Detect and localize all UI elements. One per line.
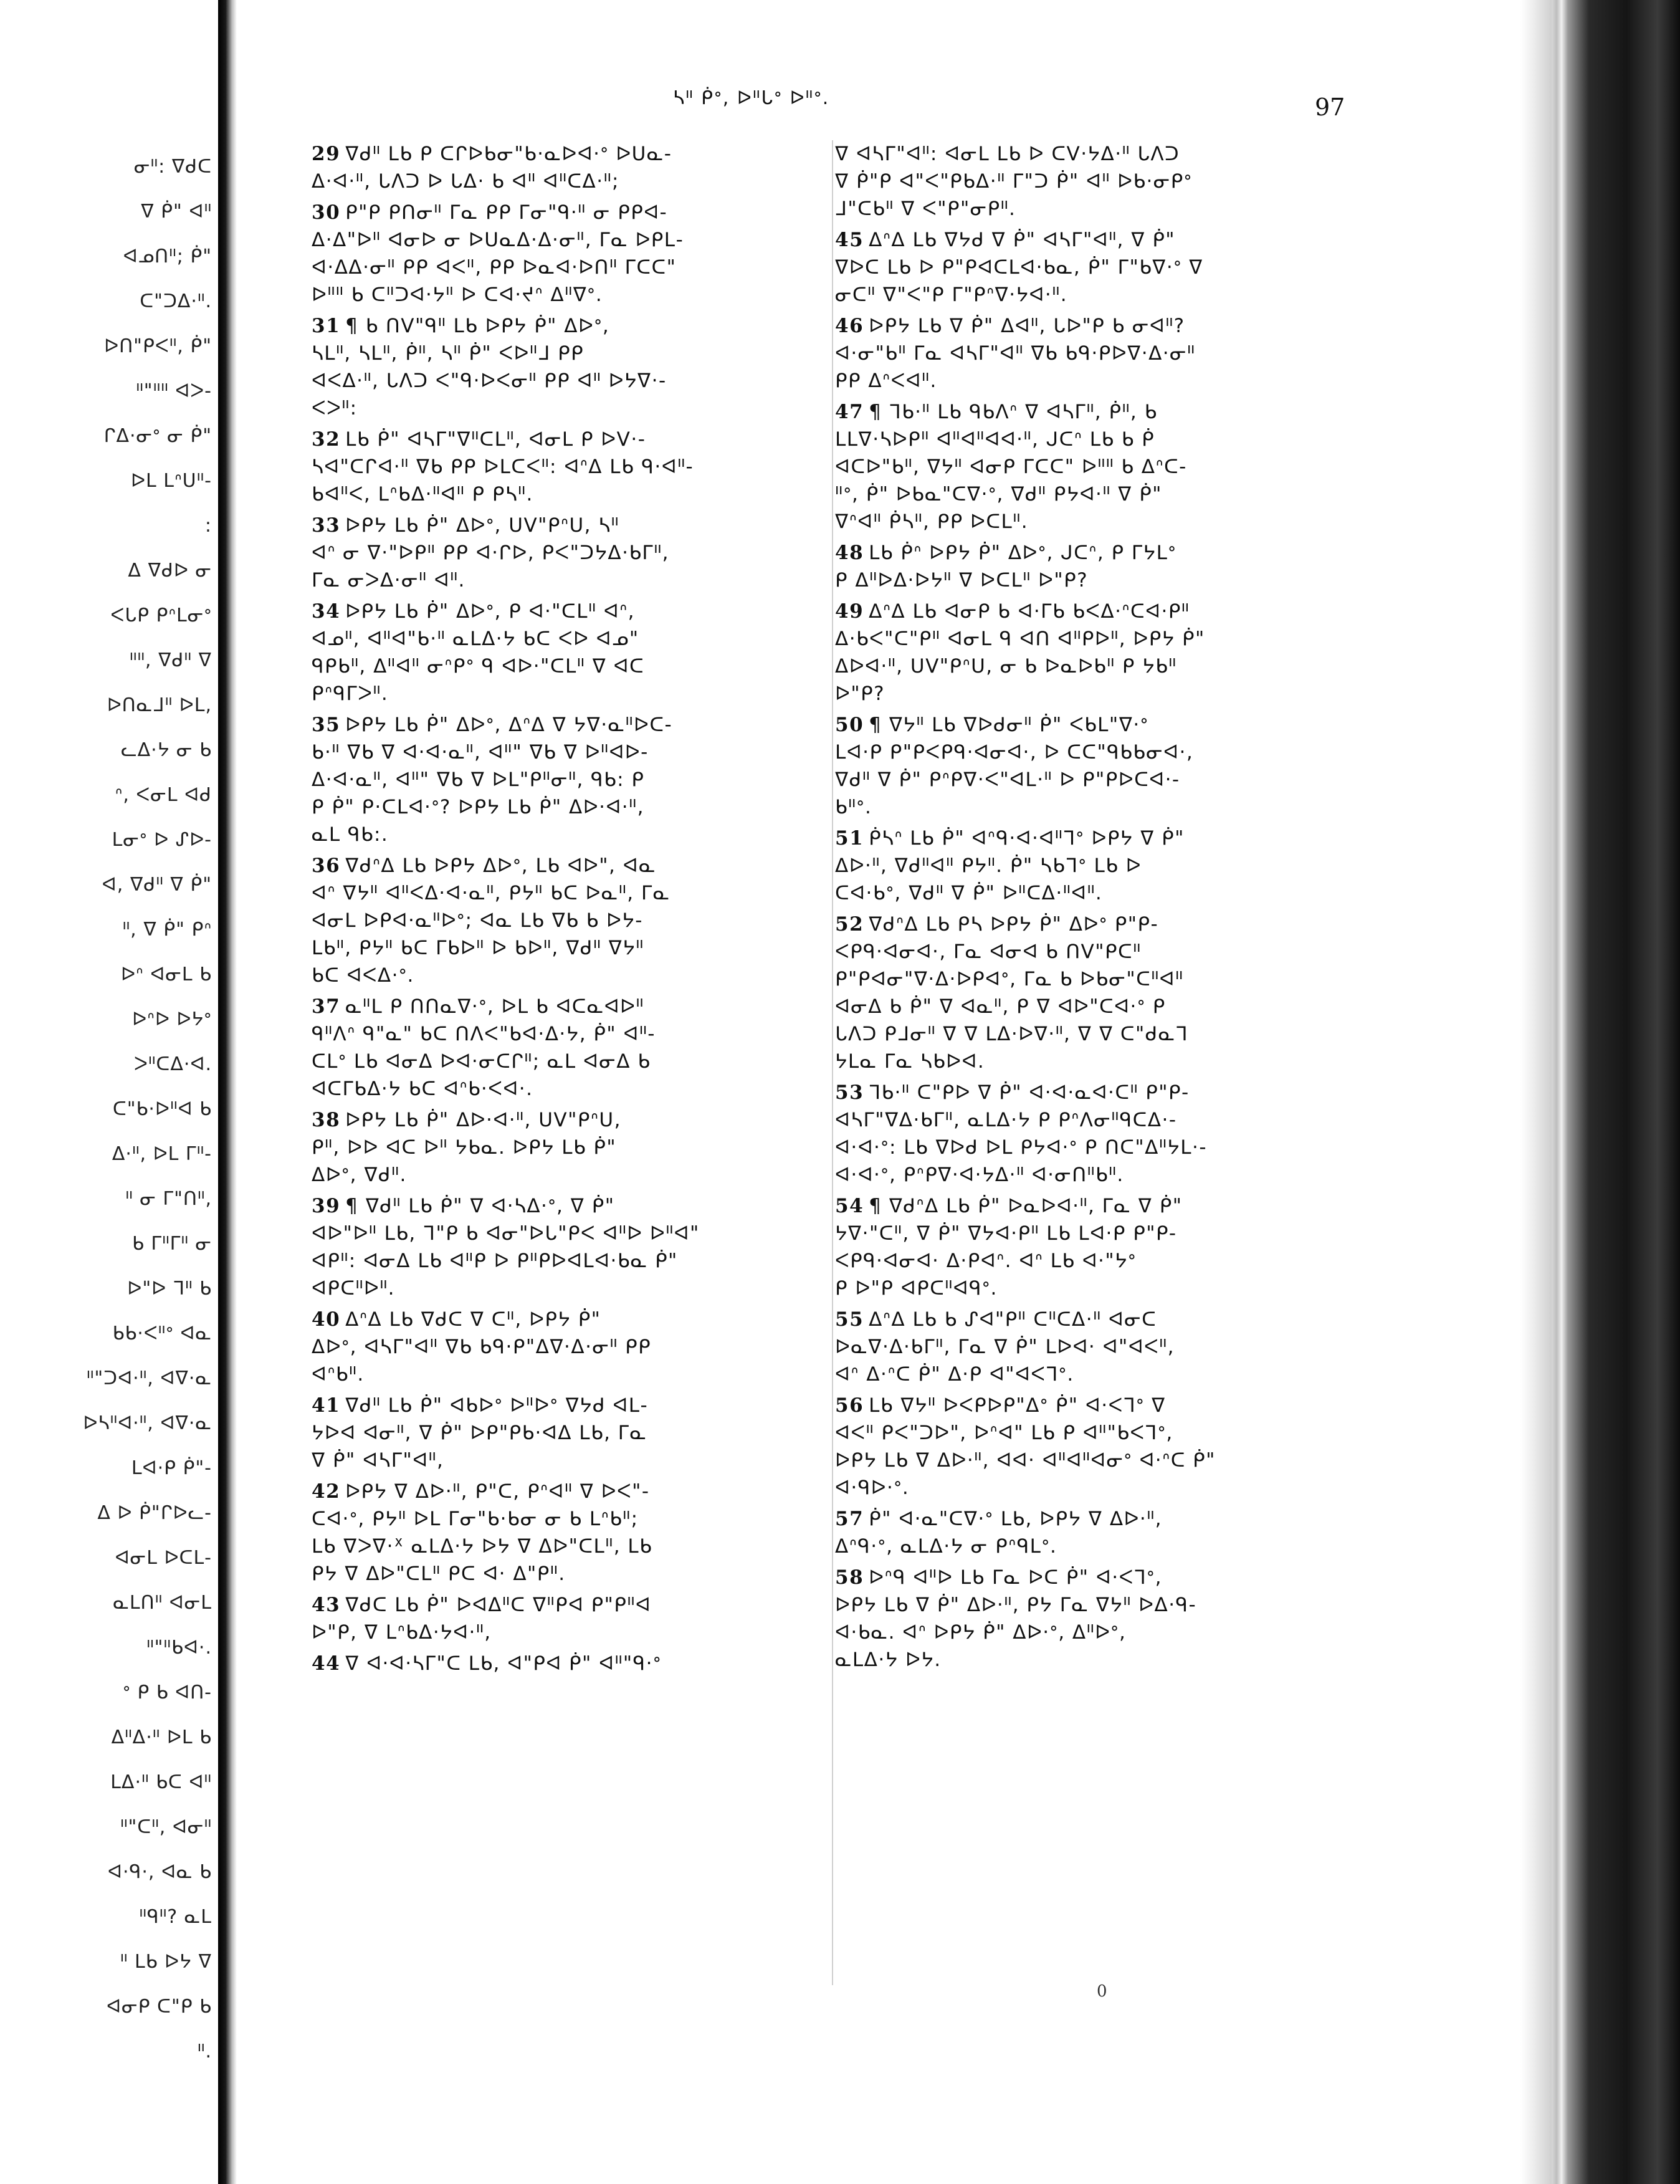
right-column: [835, 140, 1334, 1677]
verse: [835, 1505, 1334, 1560]
verse-text: ᐅᐢᑫ ᐊᐦᐅ ᒪᑲ ᒥᓇ ᐅᑕ ᑮ" ᐊ·ᐸᒣᐤ, ᐅᑭᔭ ᒪᑲ ᐁ ᑮ" ᐃᐅ·ᐦ, ᑭᔭ ᒥᓇ ᐁᔭᐦ ᐅᐃ·ᑫ- ᐊ·ᑲᓇ. ᐊᐢ ᐅᑭᔭ ᑮ" ᐃᐅ·ᐤ, ᐃᐦᐅᐤ, ᓇᒪᐃ·ᔭ ᐅᔭ.: [835, 1566, 1197, 1671]
verse-text: ᒪᑲ ᑮᐢ ᐅᑭᔭ ᑮ" ᐃᐅᐤ, ᒍᑕᐢ, ᑭ ᒥᔭᒪᐤ ᑭ ᐃᐦᐅᐃ·ᐅᔭᐦ ᐁ ᐅᑕᒪᐦ ᐅ"ᑭ?: [835, 542, 1176, 592]
left-page-line: ᐦ"ᐦᐦ ᐊᐳ-: [136, 380, 212, 402]
verse-text: ᓇᐦᒪ ᑭ ᑎᑎᓇᐁ·ᐤ, ᐅᒪ ᑲ ᐊᑕᓇᐊᐅᐦ ᑫᐦᐱᐢ ᑫ"ᓇ" ᑲᑕ ᑎᐱᐸ"ᑲᐊ·ᐃ·ᔭ, ᑮ" ᐊᐦ- ᑕᒪᐤ ᒪᑲ ᐊᓂᐃ ᐅᐊ·ᓂᑕᒋᐦ; ᓇᒪ ᐊᓂᐃ ᑲ ᐊᑕᒥᑲᐃ·ᔭ ᑲᑕ ᐊᐢᑲ·ᐸᐊ·.: [312, 995, 656, 1100]
verse: [312, 199, 810, 309]
page-number: 97: [1315, 93, 1345, 121]
page-edge: [1520, 0, 1552, 2184]
left-page-line: ᐊᓂᑭ ᑕ"ᑭ ᑲ: [107, 1996, 212, 2018]
verse-number: 39: [312, 1195, 341, 1217]
verse: [835, 911, 1334, 1075]
verse-text: ᐅᑭᔭ ᐁ ᐃᐅ·ᐦ, ᑭ"ᑕ, ᑭᐢᐊᐦ ᐁ ᐅᐸ"- ᑕᐊ·ᐤ, ᑭᔭᐦ ᐅᒪ ᒥᓂ"ᑲ·ᑲᓂ ᓂ ᑲ ᒪᐢᑲᐦ; ᒪᑲ ᐁᐳᐁ·ᕽ ᓇᒪᐃ·ᔭ ᐅᔭ ᐁ ᐃᐅ"ᑕᒪᐦ, ᒪᑲ ᑭᔭ ᐁ ᐃᐅ"ᑕᒪᐦ ᑭᑕ ᐊ· ᐃ"ᑭᐦ.: [312, 1480, 653, 1585]
verse-number: 29: [312, 143, 341, 165]
verse-text: ¶ ᐁᑯᐢᐃ ᒪᑲ ᑮ" ᐅᓇᐅᐊ·ᐦ, ᒥᓇ ᐁ ᑮ" ᔭᐁ·"ᑕᐦ, ᐁ ᑮ" ᐁᔭᐊ·ᑭᐦ ᒪᑲ ᒪᐊ·ᑭ ᑭ"ᑭ- ᐸᑭᑫ·ᐊᓂᐊ· ᐃ·ᑭᐊᐢ. ᐊᐢ ᒪᑲ ᐊ·"ᔭᐤ ᑭ ᐅ"ᑭ ᐊᑭᑕᐦᐊᑫᐤ.: [835, 1195, 1183, 1300]
verse-number: 38: [312, 1109, 341, 1131]
left-page-line: ᒋᐃ·ᓂᐤ ᓂ ᑮ": [103, 425, 212, 447]
verse-text: ᑭ"ᑭ ᑭᑎᓂᐦ ᒥᓇ ᑭᑭ ᒥᓂ"ᑫ·ᐦ ᓂ ᑭᑭᐊ- ᐃ·ᐃ"ᐅᐦ ᐊᓂᐅ ᓂ ᐅᑌᓇᐃ·ᐃ·ᓂᐦ, ᒥᓇ ᐅᑭᒪ- ᐊ·ᐃᐃ·ᓂᐦ ᑭᑭ ᐊᐸᐦ, ᑭᑭ ᐅᓇᐊ·ᐅᑎᐦ ᒥᑕᑕ" ᐅᐦᐦ ᑲ ᑕᐦᑐᐊ·ᔭᐦ ᐅ ᑕᐊ·ᔪᐢ ᐃᐦᐁᐤ.: [312, 201, 684, 306]
verse-number: 51: [835, 827, 864, 850]
left-page-line: ᑲᑲ·ᐸᐦᐤ ᐊᓇ: [112, 1323, 212, 1344]
left-page-line: ᒪᓂᐤ ᐅ ᔑᐅ-: [112, 829, 212, 851]
verse: [312, 426, 810, 508]
left-page-line: ᒪᐃ·ᐦ ᑲᑕ ᐊᐦ: [110, 1771, 212, 1793]
verse-text: ᒣᑲ·ᐦ ᑕ"ᑭᐅ ᐁ ᑮ" ᐊ·ᐊ·ᓇᐊ·ᑕᐦ ᑭ"ᑭ- ᐊᓴᒥ"ᐁᐃ·ᑲᒥᐦ, ᓇᒪᐃ·ᔭ ᑭ ᑭᐢᐱᓂᐦᑫᑕᐃ·- ᐊ·ᐊ·ᐤ: ᒪᑲ ᐁᐅᑯ ᐅᒪ ᑭᔭᐊ·ᐤ ᑭ ᑎᑕ"ᐃᐦᔭᒪ·- ᐊ·ᐊ·ᐤ, ᑭᐢᑭᐁ·ᐊ·ᔭᐃ·ᐦ ᐊ·ᓂᑎᐦᑲᐦ.: [835, 1081, 1208, 1186]
verse: [835, 825, 1334, 907]
left-column: [312, 140, 810, 1681]
left-page-line: ᐃ ᐁᑯᐅ ᓂ: [128, 560, 212, 582]
verse: [312, 711, 810, 848]
verse: [835, 711, 1334, 821]
left-page-line: ᐦᐦ, ᐁᑯᐦ ᐁ: [129, 649, 212, 671]
left-page-line: ᐳᐦᑕᐃ·ᐊ.: [134, 1053, 212, 1075]
verse-number: 42: [312, 1480, 341, 1503]
left-page-line: ᐦ"ᑐᐊ·ᐦ, ᐊᐁ·ᓇ: [86, 1367, 212, 1389]
verse: [312, 1106, 810, 1189]
left-page-line: ᐅᓴᐦᐊ·ᐦ, ᐊᐁ·ᓇ: [83, 1412, 212, 1434]
verse-text: ¶ ᐁᔭᐦ ᒪᑲ ᐁᐅᑯᓂᐦ ᑮ" ᐸᑲᒪ"ᐁ·ᐤ ᒪᐊ·ᑭ ᑭ"ᑭᐸᑭᑫ·ᐊᓂᐊ·, ᐅ ᑕᑕ"ᑫᑲᑲᓂᐊ·, ᐁᑯᐦ ᐁ ᑮ" ᑭᐢᑭᐁ·ᐸ"ᐊᒪ·ᐦ ᐅ ᑭ"ᑭᐅᑕᐊ·- ᑲᐦᐤ.: [835, 714, 1194, 818]
verse-text: ᐁ ᐊᓴᒥ"ᐊᐦ: ᐊᓂᒪ ᒪᑲ ᐅ ᑕᐯ·ᔭᐃ·ᐦ ᒐᐱᑐ ᐁ ᑮ"ᑭ ᐊ"ᐸ"ᑭᑲᐃ·ᐦ ᒥ"ᑐ ᑮ" ᐊᐦ ᐅᑲ·ᓂᑭᐤ ᒧ"ᑕᑲᐦ ᐁ ᐸ"ᑭ"ᓂᑭᐦ.: [835, 143, 1193, 220]
left-page-line: ᐁ ᑮ" ᐊᐦ: [141, 201, 212, 223]
verse-number: 54: [835, 1195, 864, 1217]
left-page-line: ᐅᐢᐅ ᐅᔭᐤ: [132, 1008, 212, 1030]
verse-number: 58: [835, 1566, 864, 1589]
verse: [835, 398, 1334, 535]
verse-text: ᐁᑯᐦ ᒪᑲ ᑭ ᑕᒋᐅᑲᓂ"ᑲ·ᓇᐅᐊ·ᐤ ᐅᑌᓇ- ᐃ·ᐊ·ᐦ, ᒐᐱᑐ ᐅ ᒐᐃ· ᑲ ᐊᐦ ᐊᐦᑕᐃ·ᐦ;: [312, 143, 672, 193]
verse-number: 37: [312, 995, 341, 1018]
left-page-line: ᐃᐦᐃ·ᐦ ᐅᒪ ᑲ: [111, 1727, 212, 1748]
verse: [312, 1192, 810, 1302]
verse: [312, 1392, 810, 1474]
verse: [312, 1650, 810, 1677]
verse-text: ᐃᐢᐃ ᒪᑲ ᐊᓂᑭ ᑲ ᐊ·ᒥᑲ ᑲᐸᐃ·ᐢᑕᐊ·ᑭᐦ ᐃ·ᑲᐸ"ᑕ"ᑭᐦ ᐊᓂᒪ ᑫ ᐊᑎ ᐊᐦᑭᐅᐦ, ᐅᑭᔭ ᑮ" ᐃᐅᐊ·ᐦ, ᑌᐯ"ᑭᐢᑌ, ᓂ ᑲ ᐅᓇᐅᑲᐦ ᑭ ᔭᑲᐦ ᐅ"ᑭ?: [835, 600, 1205, 705]
verse: [835, 1564, 1334, 1674]
verse-text: ᐃᐢᐃ ᒪᑲ ᐁᑯᑕ ᐁ ᑕᐦ, ᐅᑭᔭ ᑮ" ᐃᐅᐤ, ᐊᓴᒥ"ᐊᐦ ᐁᑲ ᑲᑫ·ᑭ"ᐃᐁ·ᐃ·ᓂᐦ ᑭᑭ ᐊᐢᑲᐦ.: [312, 1308, 652, 1386]
verse: [312, 993, 810, 1103]
verse-number: 52: [835, 913, 864, 936]
verse-text: ᐅᑭᔭ ᒪᑲ ᐁ ᑮ" ᐃᐊᐦ, ᒐᐅ"ᑭ ᑲ ᓂᐊᐦ? ᐊ·ᓂ"ᑲᐦ ᒥᓇ ᐊᓴᒥ"ᐊᐦ ᐁᑲ ᑲᑫ·ᑭᐅᐁ·ᐃ·ᓂᐦ ᑭᑭ ᐃᐢᐸᐊᐦ.: [835, 315, 1196, 392]
left-page-line: ᐸᒐᑭ ᑭᐢᒪᓂᐤ: [110, 605, 212, 626]
left-page-line: ᐦ"ᐦᑲᐊ·.: [146, 1637, 212, 1659]
verse-number: 53: [835, 1081, 864, 1104]
verse-text: ᐁᑯᐢᐃ ᒪᑲ ᐅᑭᔭ ᐃᐅᐤ, ᒪᑲ ᐊᐅ", ᐊᓇ ᐊᐢ ᐁᔭᐦ ᐊᐦᐸᐃ·ᐊ·ᓇᐦ, ᑭᔭᐦ ᑲᑕ ᐅᓇᐦ, ᒥᓇ ᐊᓂᒪ ᐅᑭᐊ·ᓇᐦᐅᐤ; ᐊᓇ ᒪᑲ ᐁᑲ ᑲ ᐅᔭ- ᒪᑲᐦ, ᑭᔭᐦ ᑲᑕ ᒥᑲᐅᐦ ᐅ ᑲᐅᐦ, ᐁᑯᐦ ᐁᔭᐦ ᑲᑕ ᐊᐸᐃ·ᐤ.: [312, 855, 671, 987]
left-page-line: ᐊ·ᑫ·, ᐊᓇ ᑲ: [107, 1861, 212, 1883]
verse: [312, 312, 810, 422]
verse-number: 56: [835, 1394, 864, 1417]
verse: [312, 1591, 810, 1646]
verse-text: ¶ ᒣᑲ·ᐦ ᒪᑲ ᑫᑲᐱᐢ ᐁ ᐊᓴᒥᐦ, ᑮᐦ, ᑲ ᒪᒪᐁ·ᓴᐅᑭᐦ ᐊᐦᐊᐦᐊᐊ·ᐦ, ᒍᑕᐢ ᒪᑲ ᑲ ᑮ ᐊᑕᐅ"ᑲᐦ, ᐁᔭᐦ ᐊᓂᑭ ᒥᑕᑕ" ᐅᐦᐦ ᑲ ᐃᐢᑕ- ᐦᐤ, ᑮ" ᐅᑲᓇ"ᑕᐁ·ᐤ, ᐁᑯᐦ ᑭᔭᐊ·ᐦ ᐁ ᑮ" ᐁᐢᐊᐦ ᑮᓴᐦ, ᑭᑭ ᐅᑕᒪᐦ.: [835, 401, 1187, 533]
verse-number: 47: [835, 401, 864, 423]
left-page-line: ᓂᐦ: ᐁᑯᑕ: [133, 156, 212, 178]
verse: [835, 539, 1334, 594]
verse-text: ᐁᑯᐢᐃ ᒪᑲ ᑭᓴ ᐅᑭᔭ ᑮ" ᐃᐅᐤ ᑭ"ᑭ- ᐸᑭᑫ·ᐊᓂᐊ·, ᒥᓇ ᐊᓂᐊ ᑲ ᑎᐯ"ᑭᑕᐦ ᑭ"ᑭᐊᓂ"ᐁ·ᐃ·ᐅᑭᐊᐤ, ᒥᓇ ᑲ ᐅᑲᓂ"ᑕᐦᐊᐦ ᐊᓂᐃ ᑲ ᑮ" ᐁ ᐊᓇᐦ, ᑭ ᐁ ᐊᐅ"ᑕᐊ·ᐤ ᑭ ᒐᐱᑐ ᑭᒧᓂᐦ ᐁ ᐁ ᒪᐃ·ᐅᐁ·ᐦ, ᐁ ᐁ ᑕ"ᑯᓇᒣ ᔭᒪᓇ ᒥᓇ ᓴᑲᐅᐊ.: [835, 913, 1189, 1073]
left-page-line: ᐤ ᑭ ᑲ ᐊᑎ-: [123, 1682, 212, 1703]
verse: [312, 1478, 810, 1588]
verse-number: 31: [312, 315, 341, 337]
verse-text: ᐁᑯᐦ ᒪᑲ ᑮ" ᐊᑲᐅᐤ ᐅᐦᐅᐤ ᐁᔭᑯ ᐊᒪ- ᔭᐅᐊ ᐊᓂᐦ, ᐁ ᑮ" ᐅᑭ"ᑭᑲ·ᐊᐃ ᒪᑲ, ᒥᓇ ᐁ ᑮ" ᐊᓴᒥ"ᐊᐦ,: [312, 1394, 649, 1472]
verse-text: ᐁ ᐊ·ᐊ·ᓴᒥ"ᑕ ᒪᑲ, ᐊ"ᑭᐊ ᑮ" ᐊᐦ"ᑫ·ᐤ: [345, 1652, 662, 1675]
verse-number: 34: [312, 600, 341, 623]
verse-text: ᒪᑲ ᑮ" ᐊᓴᒥ"ᐁᐦᑕᒪᐦ, ᐊᓂᒪ ᑭ ᐅᐯ·- ᓴᐊ"ᑕᒋᐊ·ᐦ ᐁᑲ ᑭᑭ ᐅᒪᑕᐸᐦ: ᐊᐢᐃ ᒪᑲ ᑫ·ᐊᐦ- ᑲᐊᐦᐸ, ᒪᐢᑲᐃ·ᐦᐊᐦ ᑭ ᑭᓴᐦ.: [312, 428, 694, 505]
left-page-line: ᐦ.: [197, 2041, 212, 2062]
left-page-line: ᐦ ᓂ ᒥ"ᑎᐦ,: [125, 1188, 212, 1210]
verse: [312, 598, 810, 707]
verse: [835, 1079, 1334, 1189]
left-page-line: ᑕ"ᑐᐃ·ᐦ.: [140, 290, 212, 312]
verse: [835, 226, 1334, 309]
book-gutter: [218, 0, 237, 2184]
verse: [835, 312, 1334, 395]
verse-number: 33: [312, 514, 341, 537]
verse-number: 41: [312, 1394, 341, 1417]
verse: [835, 598, 1334, 707]
left-page-line: ᐃ·ᐦ, ᐅᒪ ᒥᐦ-: [112, 1143, 212, 1165]
verse-number: 50: [835, 714, 864, 736]
verse-number: 45: [835, 229, 864, 251]
left-page-line: ᐅᒪ ᒪᐢᑌᐦ-: [130, 470, 212, 492]
verse-number: 30: [312, 201, 341, 224]
verse-number: 55: [835, 1308, 864, 1331]
verse-text: ¶ ᐁᑯᐦ ᒪᑲ ᑮ" ᐁ ᐊ·ᓴᐃ·ᐤ, ᐁ ᑮ" ᐊᐅ"ᐅᐦ ᒪᑲ, ᒣ"ᑭ ᑲ ᐊᓂ"ᐅᒐ"ᑭᐸ ᐊᐦᐅ ᐅᐦᐊ" ᐊᑭᐦ: ᐊᓂᐃ ᒪᑲ ᐊᐦᑭ ᐅ ᑭᐦᑭᐅᐊᒪᐊ·ᑲᓇ ᑮ" ᐊᑭᑕᐦᐅᐦ.: [312, 1195, 700, 1300]
verse-text: ᐅᑭᔭ ᒪᑲ ᑮ" ᐃᐅᐤ, ᑌᐯ"ᑭᐢᑌ, ᓴᐦ ᐊᐢ ᓂ ᐁ·"ᐅᑭᐦ ᑭᑭ ᐊ·ᒋᐅ, ᑭᐸ"ᑐᔭᐃ·ᑲᒥᐦ, ᒥᓇ ᓂᐳᐃ·ᓂᐦ ᐊᐦ.: [312, 514, 670, 592]
verse-text: ᐅᑭᔭ ᒪᑲ ᑮ" ᐃᐅ·ᐊ·ᐦ, ᑌᐯ"ᑭᐢᑌ, ᑭᐦ, ᐅᐅ ᐊᑕ ᐅᐦ ᔭᑲᓇ. ᐅᑭᔭ ᒪᑲ ᑮ" ᐃᐅᐤ, ᐁᑯᐦ.: [312, 1109, 621, 1186]
verse: [835, 1306, 1334, 1388]
left-page-line: ᐦᑫᐦ? ᓇᒪ: [139, 1906, 212, 1928]
verse-text: ᐁᑯᑕ ᒪᑲ ᑮ" ᐅᐊᐃᐦᑕ ᐁᐦᑭᐊ ᑭ"ᑭᐦᐊ ᐅ"ᑭ, ᐁ ᒪᐢᑲᐃ·ᔭᐊ·ᐦ,: [312, 1594, 652, 1644]
verse-text: ᐃᐢᐃ ᒪᑲ ᐁᔭᑯ ᐁ ᑮ" ᐊᓴᒥ"ᐊᐦ, ᐁ ᑮ" ᐁᐅᑕ ᒪᑲ ᐅ ᑭ"ᑭᐊᑕᒪᐊ·ᑲᓇ, ᑮ" ᒥ"ᑲᐁ·ᐤ ᐁ ᓂᑕᐦ ᐁ"ᐸ"ᑭ ᒥ"ᑭᐢᐁ·ᔭᐊ·ᐦ.: [835, 229, 1203, 306]
left-page-line: ᐅᑎ"ᑭᐸᐦ, ᑮ": [104, 335, 212, 357]
verse-number: 43: [312, 1594, 341, 1616]
left-page-line: ᓚᐃ·ᔭ ᓂ ᑲ: [121, 739, 212, 761]
left-page-line: ᐅ"ᐅ ᒣᐦ ᑲ: [127, 1278, 212, 1300]
verse-number: 32: [312, 428, 341, 451]
verse-number: 36: [312, 855, 341, 877]
verse-number: 44: [312, 1652, 341, 1675]
signature-mark: 0: [1097, 1982, 1107, 2001]
verse: [312, 140, 810, 195]
verse: [835, 1392, 1334, 1502]
left-page-line: ᑲ ᒥᐦᒥᐦ ᓂ: [131, 1233, 212, 1255]
verse-number: 48: [835, 542, 864, 564]
left-page-line: ᐦ ᒪᑲ ᐅᔭ ᐁ: [120, 1951, 212, 1973]
column-divider: [832, 140, 833, 1985]
left-page-line: ᐦ"ᑕᐦ, ᐊᓂᐦ: [120, 1816, 212, 1838]
verse: [312, 512, 810, 594]
verse-text: ᐅᑭᔭ ᒪᑲ ᑮ" ᐃᐅᐤ, ᐃᐢᐃ ᐁ ᔭᐁ·ᓇᐦᐅᑕ- ᑲ·ᐦ ᐁᑲ ᐁ ᐊ·ᐊ·ᓇᐦ, ᐊᐦ" ᐁᑲ ᐁ ᐅᐦᐊᐅ- ᐃ·ᐊ·ᓇᐦ, ᐊᐦ" ᐁᑲ ᐁ ᐅᒪ"ᑭᐦᓂᐦ, ᑫᑲ: ᑭ ᑭ ᑮ" ᑭ·ᑕᒪᐊ·ᐤ? ᐅᑭᔭ ᒪᑲ ᑮ" ᐃᐅ·ᐊ·ᐦ, ᓇᒪ ᑫᑲ:.: [312, 714, 673, 846]
left-page-line: ᐦ, ᐁ ᑮ" ᑭᐢ: [122, 919, 212, 941]
verse-number: 46: [835, 315, 864, 337]
verse-text: ᐅᑭᔭ ᒪᑲ ᑮ" ᐃᐅᐤ, ᑭ ᐊ·"ᑕᒪᐦ ᐊᐢ, ᐊᓄᐦ, ᐊᐦᐊ"ᑲ·ᐦ ᓇᒪᐃ·ᔭ ᑲᑕ ᐸᐅ ᐊᓄ" ᑫᑭᑲᐦ, ᐃᐦᐊᐦ ᓂᐢᑭᐤ ᑫ ᐊᐅ·"ᑕᒪᐦ ᐁ ᐊᑕ ᑭᐢᑫᒥᐳᐦ.: [312, 600, 645, 705]
left-page-line: ᐊᓂᒪ ᐅᑕᒪ-: [115, 1547, 212, 1569]
verse: [312, 852, 810, 989]
verse-text: ᑮᓴᐢ ᒪᑲ ᑮ" ᐊᐢᑫ·ᐊ·ᐊᐦᒣᐤ ᐅᑭᔭ ᐁ ᑮ" ᐃᐅ·ᐦ, ᐁᑯᐦᐊᐦ ᑭᔭᐦ. ᑮ" ᓴᑲᒣᐤ ᒪᑲ ᐅ ᑕᐊ·ᑲᐤ, ᐁᑯᐦ ᐁ ᑮ" ᐅᐦᑕᐃ·ᐦᐊᐦ.: [835, 827, 1185, 904]
left-page-line: ᒪᐊ·ᑭ ᑮ"-: [131, 1457, 212, 1479]
verse-number: 57: [835, 1508, 864, 1530]
left-facing-page: [0, 0, 218, 2184]
verse-text: ᒪᑲ ᐁᔭᐦ ᐅᐸᑭᐅᑭ"ᐃᐤ ᑮ" ᐊ·ᐸᒣᐤ ᐁ ᐊᐸᐦ ᑭᐸ"ᑐᐅ", ᐅᐢᐊ" ᒪᑲ ᑭ ᐊᐦ"ᑲᐸᒣᐤ, ᐅᑭᔭ ᒪᑲ ᐁ ᐃᐅ·ᐦ, ᐊᐊ· ᐊᐦᐊᐦᐊᓂᐤ ᐊ·ᐢᑕ ᑮ" ᐊ·ᑫᐅ·ᐤ.: [835, 1394, 1216, 1499]
verse-text: ᐃᐢᐃ ᒪᑲ ᑲ ᔑᐊ"ᑭᐦ ᑕᐦᑕᐃ·ᐦ ᐊᓂᑕ ᐅᓇᐁ·ᐃ·ᑲᒥᐦ, ᒥᓇ ᐁ ᑮ" ᒪᐅᐊ· ᐊ"ᐊᐸᐦ, ᐊᐢ ᐃ·ᐢᑕ ᑮ" ᐃ·ᑭ ᐊ"ᐊᐸᒣᐤ.: [835, 1308, 1175, 1386]
verse-number: 49: [835, 600, 864, 623]
left-page-line: ᐊ, ᐁᑯᐦ ᐁ ᑮ": [102, 874, 212, 896]
verse: [312, 1306, 810, 1388]
left-page-line: ᑕ"ᑲ·ᐅᐦᐊ ᑲ: [112, 1098, 212, 1120]
left-page-line: ᐅᐢ ᐊᓂᒪ ᑲ: [120, 964, 212, 985]
verse-text: ¶ ᑲ ᑎᐯ"ᑫᐦ ᒪᑲ ᐅᑭᔭ ᑮ" ᐃᐅᐤ, ᓴᒪᐦ, ᓴᒪᐦ, ᑮᐦ, ᓴᐦ ᑮ" ᐸᐅᐦᒧ ᑭᑭ ᐊᐸᐃ·ᐦ, ᒐᐱᑐ ᐸ"ᑫ·ᐅᐸᓂᐦ ᑭᑭ ᐊᐦ ᐅᔭᐁ·- ᐸᐳᐦ:: [312, 315, 667, 419]
left-page-line: :: [204, 515, 212, 537]
left-page-line: ᐃ ᐅ ᑮ"ᒋᐅᓚ-: [97, 1502, 212, 1524]
verse-text: ᑮ" ᐊ·ᓇ"ᑕᐁ·ᐤ ᒪᑲ, ᐅᑭᔭ ᐁ ᐃᐅ·ᐦ, ᐃᐢᑫ·ᐤ, ᓇᒪᐃ·ᔭ ᓂ ᑭᐢᑫᒪᐤ.: [835, 1508, 1163, 1558]
left-page-line: ᓇᒪᑎᐦ ᐊᓂᒪ: [113, 1592, 212, 1614]
verse: [835, 140, 1334, 223]
running-title: ᓴᐦ ᑮᐤ, ᐅᐦᒐᐤ ᐅᐦᐤ.: [673, 87, 830, 109]
verse-number: 40: [312, 1308, 341, 1331]
left-page-line: ᐢ, ᐸᓂᒪ ᐊᑯ: [115, 784, 212, 806]
verse-number: 35: [312, 714, 341, 736]
left-page-line: ᐅᑎᓇᒧᐦ ᐅᒪ,: [107, 694, 212, 716]
left-page-line: ᐊᓄᑎᐦ; ᑮ": [123, 246, 212, 267]
book-spine: [1552, 0, 1680, 2184]
verse: [835, 1192, 1334, 1302]
